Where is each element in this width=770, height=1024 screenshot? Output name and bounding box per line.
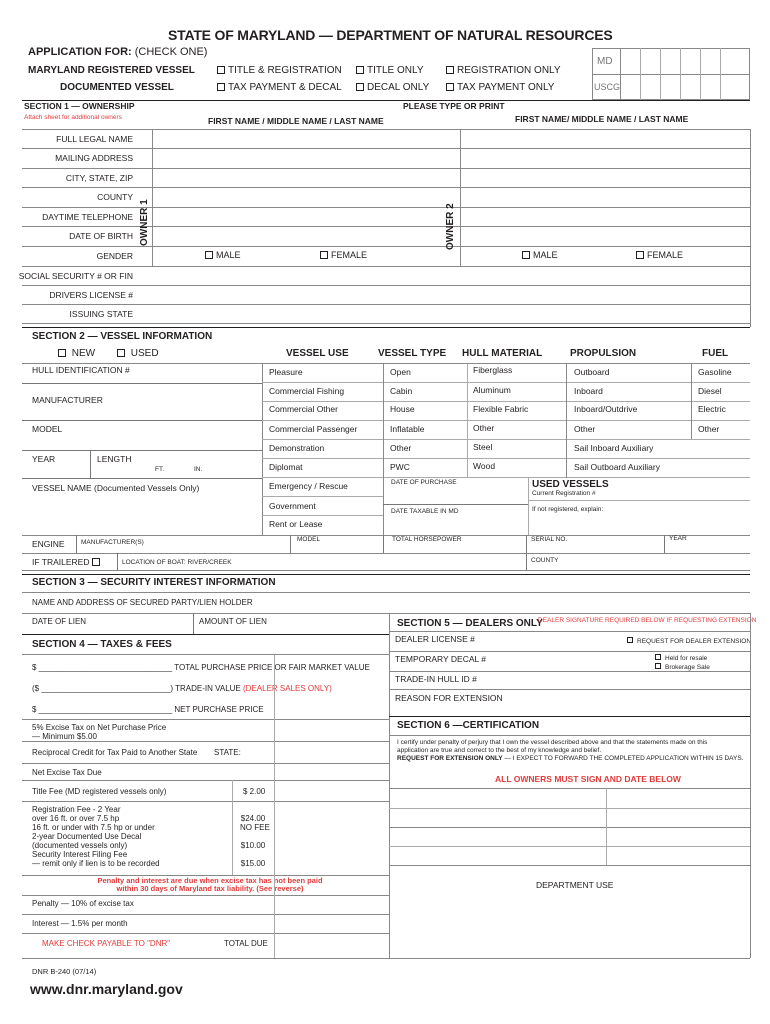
current-reg-label: Current Registration #	[532, 490, 596, 497]
hull-id-label: HULL IDENTIFICATION #	[32, 365, 130, 375]
owner2-label: OWNER 2	[445, 203, 456, 250]
used-option[interactable]: USED	[117, 349, 159, 359]
owner1-male[interactable]: MALE	[205, 251, 241, 260]
reg-fee-amounts: $24.00 NO FEE $10.00 $15.00	[240, 814, 270, 868]
fuel-header: FUEL	[702, 348, 729, 359]
md-registered-vessel-label: MARYLAND REGISTERED VESSEL	[28, 65, 195, 76]
checkbox[interactable]	[655, 654, 661, 660]
option-propulsion[interactable]: Sail Inboard Auxiliary	[574, 443, 654, 453]
make-check-label: MAKE CHECK PAYABLE TO "DNR"	[42, 939, 171, 948]
page-title: STATE OF MARYLAND — DEPARTMENT OF NATURAL RESOURCES	[168, 27, 613, 43]
checkbox[interactable]	[205, 251, 213, 259]
owner2-female[interactable]: FEMALE	[636, 251, 683, 260]
ownership-row-label: FULL LEGAL NAME	[56, 134, 133, 144]
model-label: MODEL	[32, 424, 63, 434]
in-label: IN.	[194, 466, 203, 473]
option-vessel-type[interactable]: Cabin	[390, 386, 413, 396]
owner1-name-header: FIRST NAME / MIDDLE NAME / LAST NAME	[208, 116, 384, 126]
vessel-name-label: VESSEL NAME (Documented Vessels Only)	[32, 483, 200, 493]
option-vessel-type[interactable]: Open	[390, 367, 411, 377]
ownership-row-label: MAILING ADDRESS	[55, 153, 133, 163]
model-small-label: MODEL	[297, 536, 321, 543]
option-vessel-use[interactable]: Government	[269, 501, 316, 511]
engine-label: ENGINE	[32, 539, 65, 549]
section4-title: SECTION 4 — TAXES & FEES	[32, 639, 172, 650]
checkbox[interactable]	[446, 66, 454, 74]
checkbox[interactable]	[655, 663, 661, 669]
checkbox[interactable]	[356, 66, 364, 74]
option-decal-only[interactable]: DECAL ONLY	[356, 83, 429, 93]
option-vessel-use[interactable]: Demonstration	[269, 443, 325, 453]
ownership-row-label: GENDER	[96, 251, 133, 261]
ft-label: FT.	[155, 466, 165, 473]
reg-fee-block: Registration Fee - 2 Year over 16 ft. or over 7.5 hp 16 ft. or under with 7.5 hp or under 2-year Documented Use Decal (documented vessels only) Security Interest Filing Fee — remit only if lien is to be recorded	[32, 805, 160, 868]
county-label: COUNTY	[531, 557, 559, 564]
option-fuel[interactable]: Other	[698, 424, 720, 434]
option-vessel-type[interactable]: Inflatable	[390, 424, 425, 434]
excise-tax-label: 5% Excise Tax on Net Purchase Price — Minimum $5.00	[32, 723, 167, 741]
option-fuel[interactable]: Electric	[698, 404, 726, 414]
date-purchase-label: DATE OF PURCHASE	[391, 479, 457, 486]
checkbox[interactable]	[320, 251, 328, 259]
checkbox[interactable]	[58, 349, 66, 357]
name-address-lienholder-label: NAME AND ADDRESS OF SECURED PARTY/LIEN HOLDER	[32, 598, 253, 607]
option-vessel-use[interactable]: Commercial Fishing	[269, 386, 345, 396]
option-hull-material[interactable]: Wood	[473, 461, 496, 471]
reason-extension-label: REASON FOR EXTENSION	[395, 693, 503, 703]
option-hull-material[interactable]: Other	[473, 423, 495, 433]
year-label: YEAR	[32, 454, 56, 464]
option-vessel-use[interactable]: Pleasure	[269, 367, 303, 377]
new-option[interactable]: NEW	[58, 349, 95, 359]
trade-in-row[interactable]: ($ _____________________________) TRADE-IN VALUE (DEALER SALES ONLY)	[32, 684, 332, 693]
brokerage-option[interactable]: Brokerage Sale	[655, 663, 710, 672]
net-purchase-row[interactable]: $ ______________________________ NET PURCHASE PRICE	[32, 705, 264, 714]
section3-title: SECTION 3 — SECURITY INTEREST INFORMATION	[32, 577, 276, 588]
used-vessels-label: USED VESSELS	[532, 479, 609, 490]
option-fuel[interactable]: Diesel	[698, 386, 722, 396]
section1-title: SECTION 1 — OWNERSHIP	[24, 101, 135, 111]
checkbox[interactable]	[92, 558, 100, 566]
option-propulsion[interactable]: Outboard	[574, 367, 610, 377]
net-excise-label: Net Excise Tax Due	[32, 768, 102, 777]
option-propulsion[interactable]: Inboard	[574, 386, 603, 396]
all-owners-sign-note: ALL OWNERS MUST SIGN AND DATE BELOW	[495, 774, 681, 784]
section2-title: SECTION 2 — VESSEL INFORMATION	[32, 331, 213, 342]
option-vessel-use[interactable]: Emergency / Rescue	[269, 481, 348, 491]
option-propulsion[interactable]: Inboard/Outdrive	[574, 404, 638, 414]
ownership-row-label: DATE OF BIRTH	[69, 231, 133, 241]
form-number: DNR B-240 (07/14)	[32, 967, 97, 976]
option-vessel-use[interactable]: Commercial Passenger	[269, 424, 358, 434]
option-propulsion[interactable]: Other	[574, 424, 596, 434]
ownership-row-label: ISSUING STATE	[69, 309, 133, 319]
certification-text: I certify under penalty of perjury that I own the vessel described above and that the statements made on this application are true and correct to the best of my knowledge and belief. REQUEST FOR EXTENSION ONLY — I EXPECT TO FORWARD THE COMPLETED APPLICATION WITHIN 15 DAYS.	[397, 739, 744, 762]
trade-hull-label: TRADE-IN HULL ID #	[395, 674, 477, 684]
dealer-sig-note: DEALER SIGNATURE REQUIRED BELOW IF REQUESTING EXTENSION	[538, 617, 757, 624]
total-due-label: TOTAL DUE	[224, 939, 268, 948]
option-hull-material[interactable]: Aluminum	[473, 385, 511, 395]
checkbox[interactable]	[217, 66, 225, 74]
temp-decal-label: TEMPORARY DECAL #	[395, 654, 487, 664]
reciprocal-credit-label: Reciprocal Credit for Tax Paid to Another State	[32, 748, 198, 757]
website-link[interactable]: www.dnr.maryland.gov	[30, 981, 183, 997]
ownership-row-label: SOCIAL SECURITY # OR FIN	[18, 271, 133, 281]
option-vessel-type[interactable]: PWC	[390, 462, 410, 472]
md-label: MD	[597, 56, 613, 67]
penalty-interest-note: Penalty and interest are due when excise tax has not been paid within 30 days of Maryland tax liability. (See reverse)	[97, 876, 323, 893]
option-fuel[interactable]: Gasoline	[698, 367, 732, 377]
option-vessel-use[interactable]: Diplomat	[269, 462, 303, 472]
checkbox[interactable]	[446, 83, 454, 91]
title-fee-amount: $ 2.00	[243, 787, 266, 796]
serial-no-label: SERIAL NO.	[531, 536, 568, 543]
section5-title: SECTION 5 — DEALERS ONLY	[397, 618, 543, 629]
manufacturer-label: MANUFACTURER	[32, 395, 103, 405]
total-purchase-row[interactable]: $ ______________________________ TOTAL PURCHASE PRICE OR FAIR MARKET VALUE	[32, 663, 370, 672]
checkbox[interactable]	[117, 349, 125, 357]
owner1-female[interactable]: FEMALE	[320, 251, 367, 260]
state-label: STATE:	[214, 748, 241, 757]
option-tax-payment-decal[interactable]: TAX PAYMENT & DECAL	[217, 83, 342, 93]
option-registration-only[interactable]: REGISTRATION ONLY	[446, 66, 561, 76]
checkbox[interactable]	[217, 83, 225, 91]
date-taxable-label: DATE TAXABLE IN MD	[391, 508, 459, 515]
manufacturers-label: MANUFACTURER(S)	[81, 539, 144, 546]
location-label: LOCATION OF BOAT: RIVER/CREEK	[122, 559, 232, 566]
if-trailered-option[interactable]: IF TRAILERED	[32, 558, 103, 567]
ownership-row-label: DRIVERS LICENSE #	[49, 290, 133, 300]
request-extension-option[interactable]: REQUEST FOR DEALER EXTENSION	[627, 637, 751, 646]
amount-lien-label: AMOUNT OF LIEN	[199, 617, 267, 626]
held-resale-option[interactable]: Held for resale	[655, 654, 707, 663]
option-tax-payment-only[interactable]: TAX PAYMENT ONLY	[446, 83, 554, 93]
interest-label: Interest — 1.5% per month	[32, 919, 128, 928]
vessel-type-header: VESSEL TYPE	[378, 348, 447, 359]
department-use-label: DEPARTMENT USE	[536, 880, 614, 890]
application-for-label: APPLICATION FOR: (CHECK ONE)	[28, 46, 208, 58]
ownership-row-label: DAYTIME TELEPHONE	[42, 212, 133, 222]
attach-note: Attach sheet for additional owners	[24, 114, 122, 121]
checkbox[interactable]	[522, 251, 530, 259]
propulsion-header: PROPULSION	[570, 348, 637, 359]
length-label: LENGTH	[97, 454, 132, 464]
year-small-label: YEAR	[669, 535, 687, 542]
ownership-row-label: COUNTY	[97, 192, 133, 202]
date-lien-label: DATE OF LIEN	[32, 617, 87, 626]
owner2-name-header: FIRST NAME/ MIDDLE NAME / LAST NAME	[515, 114, 689, 124]
title-fee-label: Title Fee (MD registered vessels only)	[32, 787, 167, 796]
uscg-label: USCG	[594, 82, 621, 92]
section6-title: SECTION 6 —CERTIFICATION	[397, 720, 540, 731]
option-title-only[interactable]: TITLE ONLY	[356, 66, 424, 76]
checkbox[interactable]	[356, 83, 364, 91]
option-title-registration[interactable]: TITLE & REGISTRATION	[217, 66, 342, 76]
option-vessel-type[interactable]: Other	[390, 443, 412, 453]
option-propulsion[interactable]: Sail Outboard Auxiliary	[574, 462, 660, 472]
owner2-male[interactable]: MALE	[522, 251, 558, 260]
owner1-label: OWNER 1	[139, 199, 150, 246]
option-vessel-use[interactable]: Rent or Lease	[269, 519, 323, 529]
documented-vessel-label: DOCUMENTED VESSEL	[60, 82, 174, 93]
option-vessel-use[interactable]: Commercial Other	[269, 404, 338, 414]
checkbox[interactable]	[627, 637, 633, 643]
dealer-license-label: DEALER LICENSE #	[395, 634, 475, 644]
option-hull-material[interactable]: Flexible Fabric	[473, 404, 529, 414]
vessel-use-header: VESSEL USE	[286, 348, 349, 359]
option-hull-material[interactable]: Fiberglass	[473, 365, 513, 375]
checkbox[interactable]	[636, 251, 644, 259]
option-vessel-type[interactable]: House	[390, 404, 415, 414]
total-hp-label: TOTAL HORSEPOWER	[392, 536, 462, 543]
penalty-label: Penalty — 10% of excise tax	[32, 899, 134, 908]
if-not-registered-label: If not registered, explain:	[532, 506, 604, 513]
please-type-label: PLEASE TYPE OR PRINT	[403, 101, 505, 111]
option-hull-material[interactable]: Steel	[473, 442, 493, 452]
hull-material-header: HULL MATERIAL	[462, 348, 543, 359]
ownership-row-label: CITY, STATE, ZIP	[65, 173, 133, 183]
